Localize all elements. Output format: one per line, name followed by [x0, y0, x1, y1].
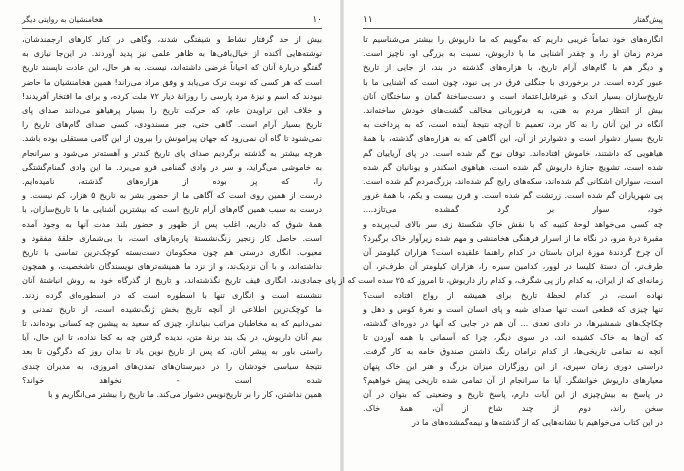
- text-line: در پاسخ به بیش‌چیزی از این آیات دارم، پاسخ تاریخ و وضعیتی که بتوان در آن: [363, 389, 663, 400]
- book-gutter: [340, 0, 344, 471]
- text-line: همهٔ شوق که داریم، اغلب پس از ظهور و حضور بلند مدت آنها به وجود آمده: [22, 218, 322, 229]
- text-line: به خاموشی می‌گراید، و سر در وادی گمنامی فرو می‌برد. ما این وادی گمنام‌گشتگی: [22, 161, 322, 172]
- text-line: عبور کرده است. در برخوردی با جنگلی فرق در پی نبود، چون است که آشنایی ما با: [363, 76, 663, 87]
- text-line: و خلاف این تراویدن عام، که حرکت تاریخ را بسیار پرهیاهو می‌دانند صدای پای: [22, 105, 322, 116]
- text-line: در این کتاب می‌خواهیم با نشانه‌هایی که از گذشته‌ها و نیمه‌گمشده‌های ما در: [411, 417, 663, 428]
- text-line: نوشته‌هایی آکنده از خیال‌بافی‌ها به ظاهر علمی نیز پدید آوردند. در این‌جا نیازی به: [22, 48, 322, 59]
- text-line: درست به سبب همین گام‌های آرام تاریخ است که بیشترین آشنایی ما با تاریخ‌سازان، با: [22, 204, 322, 215]
- text-line: نهاده است، در کدام لحظهٔ تاریخ برای همیشه از رواج افتاده است؟: [363, 289, 663, 300]
- text-line: نمی‌شنود تا گاه آن نمی‌رود که جهان پیرامونش را بیرون از این گامی مستقلی بوده باشد.: [22, 133, 322, 144]
- text-line: چکاچک‌های شمشیرها، در دادی تعدی ... آن هم در جایی که آنها در دوره‌ای گذشته،: [363, 318, 663, 329]
- text-line: است، سواران اشکانی گم شده‌اند، سکه‌های رایج گم شده‌اند، بزرگ‌مردم گم شده است.: [363, 176, 663, 187]
- right-page-body: [325, 32, 663, 430]
- text-line: تاریخ بسیار آرام است. گاهی حتی، جبر مسندودی، کسی صدای گام‌های تاریخ را: [22, 119, 322, 130]
- left-page-body: [22, 32, 322, 401]
- left-page-header: [22, 14, 322, 29]
- text-line: بیش از انتظار مردم به هتی، به فرنوربانی مخالف گشت‌های خودش ساخته‌اند.: [363, 105, 663, 116]
- text-line: را، که پر بوده از هزاره‌های گذشته، نامیده‌ایم.: [22, 176, 322, 187]
- text-line: معیارهای داریوش خوانشگر. آیا ما سرانجام از آن تمامی شده تاریخی پیش خواهیم؟: [363, 374, 663, 385]
- text-line: همین نداشتن، کار را بر تاریخ‌نویس دشوار می‌کند. ما تاریخ را بیشتر می‌انگاریم و با: [47, 389, 322, 400]
- text-line: نداشته‌اند، و با آن نزدیک‌ند، و از نزد ما همیشه‌ترهای نویسندگان ناشخصیت، و همچون: [22, 261, 322, 272]
- text-line: تاریخ‌سازان بسیار اندک و غیرقابل‌اعتماد است و دست‌ساختهٔ گمان و ساختگان آنان: [363, 90, 663, 101]
- text-line: آنگاه در این آنان را به کار برد، تعمیم تا آن‌چه نتیجهٔ آینده است، که به پرداخت به: [363, 119, 663, 130]
- text-line: درست از همین روی است که آگاهی ما از حضور بشر به تاریخ ۵ هزار، کم نیست. و: [22, 190, 322, 201]
- text-line: آنچه نه تمامی تاریخی‌ها، از کدام ترامان رنگ داشتن صندوق خامه به کار گرفت.: [363, 346, 663, 357]
- text-line: دراستی دوری زمان سپری، از این روزگاران میزان بزرگ و هنر این خاک پنهان: [363, 360, 663, 371]
- text-line: نمی‌دانیم که به مخاطبان مراتب بنیانداز، چیزی که سعید به پیشین چه کسانی بوده‌اند، تا: [22, 318, 322, 329]
- text-line: خود، سوار بر گرد گمشده می‌تازد....: [363, 204, 663, 215]
- left-page-number: ۱۰: [312, 15, 322, 25]
- right-page-number: ۱۱: [363, 15, 373, 25]
- text-line: پی شهریاران گم شده است. زرتشت گم شده است. و قرن بیست و یکم، با همهٔ غرور: [363, 190, 663, 201]
- text-line: ما کوچک‌ترین اطلاعی از آنچه تاریخ بخش ژنگ‌نشیده است، از تاریخ تمدنی و: [22, 303, 322, 314]
- text-line: نتیجهٔ سیاسی خودشان را در دبیرستان‌های تمدن‌های امروزی، به مدیران چندی: [22, 360, 322, 371]
- text-line: راستی باور به پیشر آنان، که پس از تاریخ نوین یاد تا بدان روز که دگرگون تا بعد: [22, 346, 322, 357]
- text-line: شده است - نخواهد خواند؟: [22, 374, 322, 385]
- text-line: چه کسی می‌خواهد لوحهٔ کتیبه که با نقش خاکِ شکستهٔ زی سر بالای لب‌پریده و: [363, 218, 663, 229]
- text-line: مقبرهٔ درهٔ مرو، در نگاه ما از اسرار فرهنگی هخامنشی و مهم شده زیرآوار خاک برگیرد؟: [363, 232, 663, 243]
- text-line: است. حاصل کار زنجیر زنگ‌نشستهٔ پاره‌بازهای است، با بی‌شماری حلقهٔ مفقود و: [22, 232, 322, 243]
- text-line: بیش از حد گرفتار نشاط و شیفتگی شدند، وگاهی در کنار کارهای ارجمندشان،: [22, 34, 322, 44]
- text-line: معیوب. انگاری درستی هم چون محکومان دست‌بسته کوچک‌ترین تماسی با تاریخ: [22, 247, 322, 258]
- left-running-title: هخامنشیان به روایتی دیگر: [22, 15, 104, 24]
- text-line: و دیگر هم با گام‌های آرام تاریخ، با هزاره‌های گذشته در بند، از جایی از تاریخ: [363, 62, 663, 73]
- text-line: زمانه‌ای که از ایران، به کدام راز پی شگرف، و کدام راز داریوش، تا امروز که ۲۵ سده است که از پای: [325, 275, 663, 286]
- text-line: گفتگو دربارهٔ آنان که احیاناً غرضی داشته‌اند، نیست. به هر حال، این عادت ناپسند تاریخ: [22, 62, 322, 73]
- text-line: که آن‌ها به خاک کشیده اند، در سوی دیگر، چرا که آسمانی با همه آوردن تا: [363, 332, 663, 343]
- right-page-header: [363, 14, 663, 29]
- text-line: شده است، تشویچ جنازهٔ داریوش گم شده است، هیاهوی اسکندر و یونانیان گم شده: [363, 161, 663, 172]
- text-line: آن چرخ گردندهٔ موزهٔ ایران باستان در کدام راهنما علقیده است؟ هزاران کیلومتر آن: [363, 247, 663, 258]
- text-line: سخن راند، دوم از چند شاخ از آن، همهٔ خاک.: [363, 403, 663, 414]
- text-line: انگاره‌های خود تماماً غریبی داریم که به‌گوییم که ما داریوش را بیشتر می‌شناسیم تا: [363, 34, 663, 44]
- text-line: طرف‌تر، آن دستهٔ کلیسا در لوور، کدامین سیره را، هزاران کیلومتر آن طرف‌تر، آن: [363, 261, 663, 272]
- text-line: است که هر کسی که نوبت ترک می‌یابد و وفق مراد می‌راند! همین هخامنشیان ما حاضر: [22, 76, 322, 87]
- left-page: [22, 0, 322, 471]
- text-line: جمادی‌ند، انگاری قیف تاریخ نگذشته‌اند، و تاریخ از گذرگاه خود به روش انباشتهٔ آنان: [22, 275, 322, 286]
- right-page: [325, 0, 663, 471]
- right-running-title: پیش‌گفتار: [633, 15, 663, 24]
- text-line: هیاهویی که داشتند، خاموش افتاده‌اند. توفان نوح گم شده است. در پای آریاییان گم: [363, 147, 663, 158]
- text-line: مردم زمان او را، و چقدر آشنایی ما با داریوش، نسبت به بزرگی او، ناچیز است.: [363, 48, 663, 59]
- text-line: ننشسته است و انگاری تنها با اسطوره است که در اسطوره‌ای گرده زدند.: [22, 289, 322, 300]
- text-line: هرچه بیشتر به گذشته برگردیم صدای پای تاریخ کندتر و آهسته‌تر می‌شود و سرانجام: [22, 147, 322, 158]
- text-line: تنها چیزی که قطعی است تنها صدای شبه و پای انسان است و نعرهٔ کوس و دهل و: [363, 303, 663, 314]
- text-line: تاریخ بسیار دشوار است و دشوارتر از آن، این آگاهی که به هزاره‌های گذشته، با همهٔ: [363, 133, 663, 144]
- text-line: بیم آنان داریوش، در یک بند برنهٔ متن، ندیده گرفتن چه به کجا نداده، تا این حال، آیا: [22, 332, 322, 343]
- text-line: نبودند که اسم و نیزهٔ مرد پارسی را روزانهٔ دیار ۷۲ ملت کرده، و برای ما افتخار آفریدند!: [22, 90, 323, 101]
